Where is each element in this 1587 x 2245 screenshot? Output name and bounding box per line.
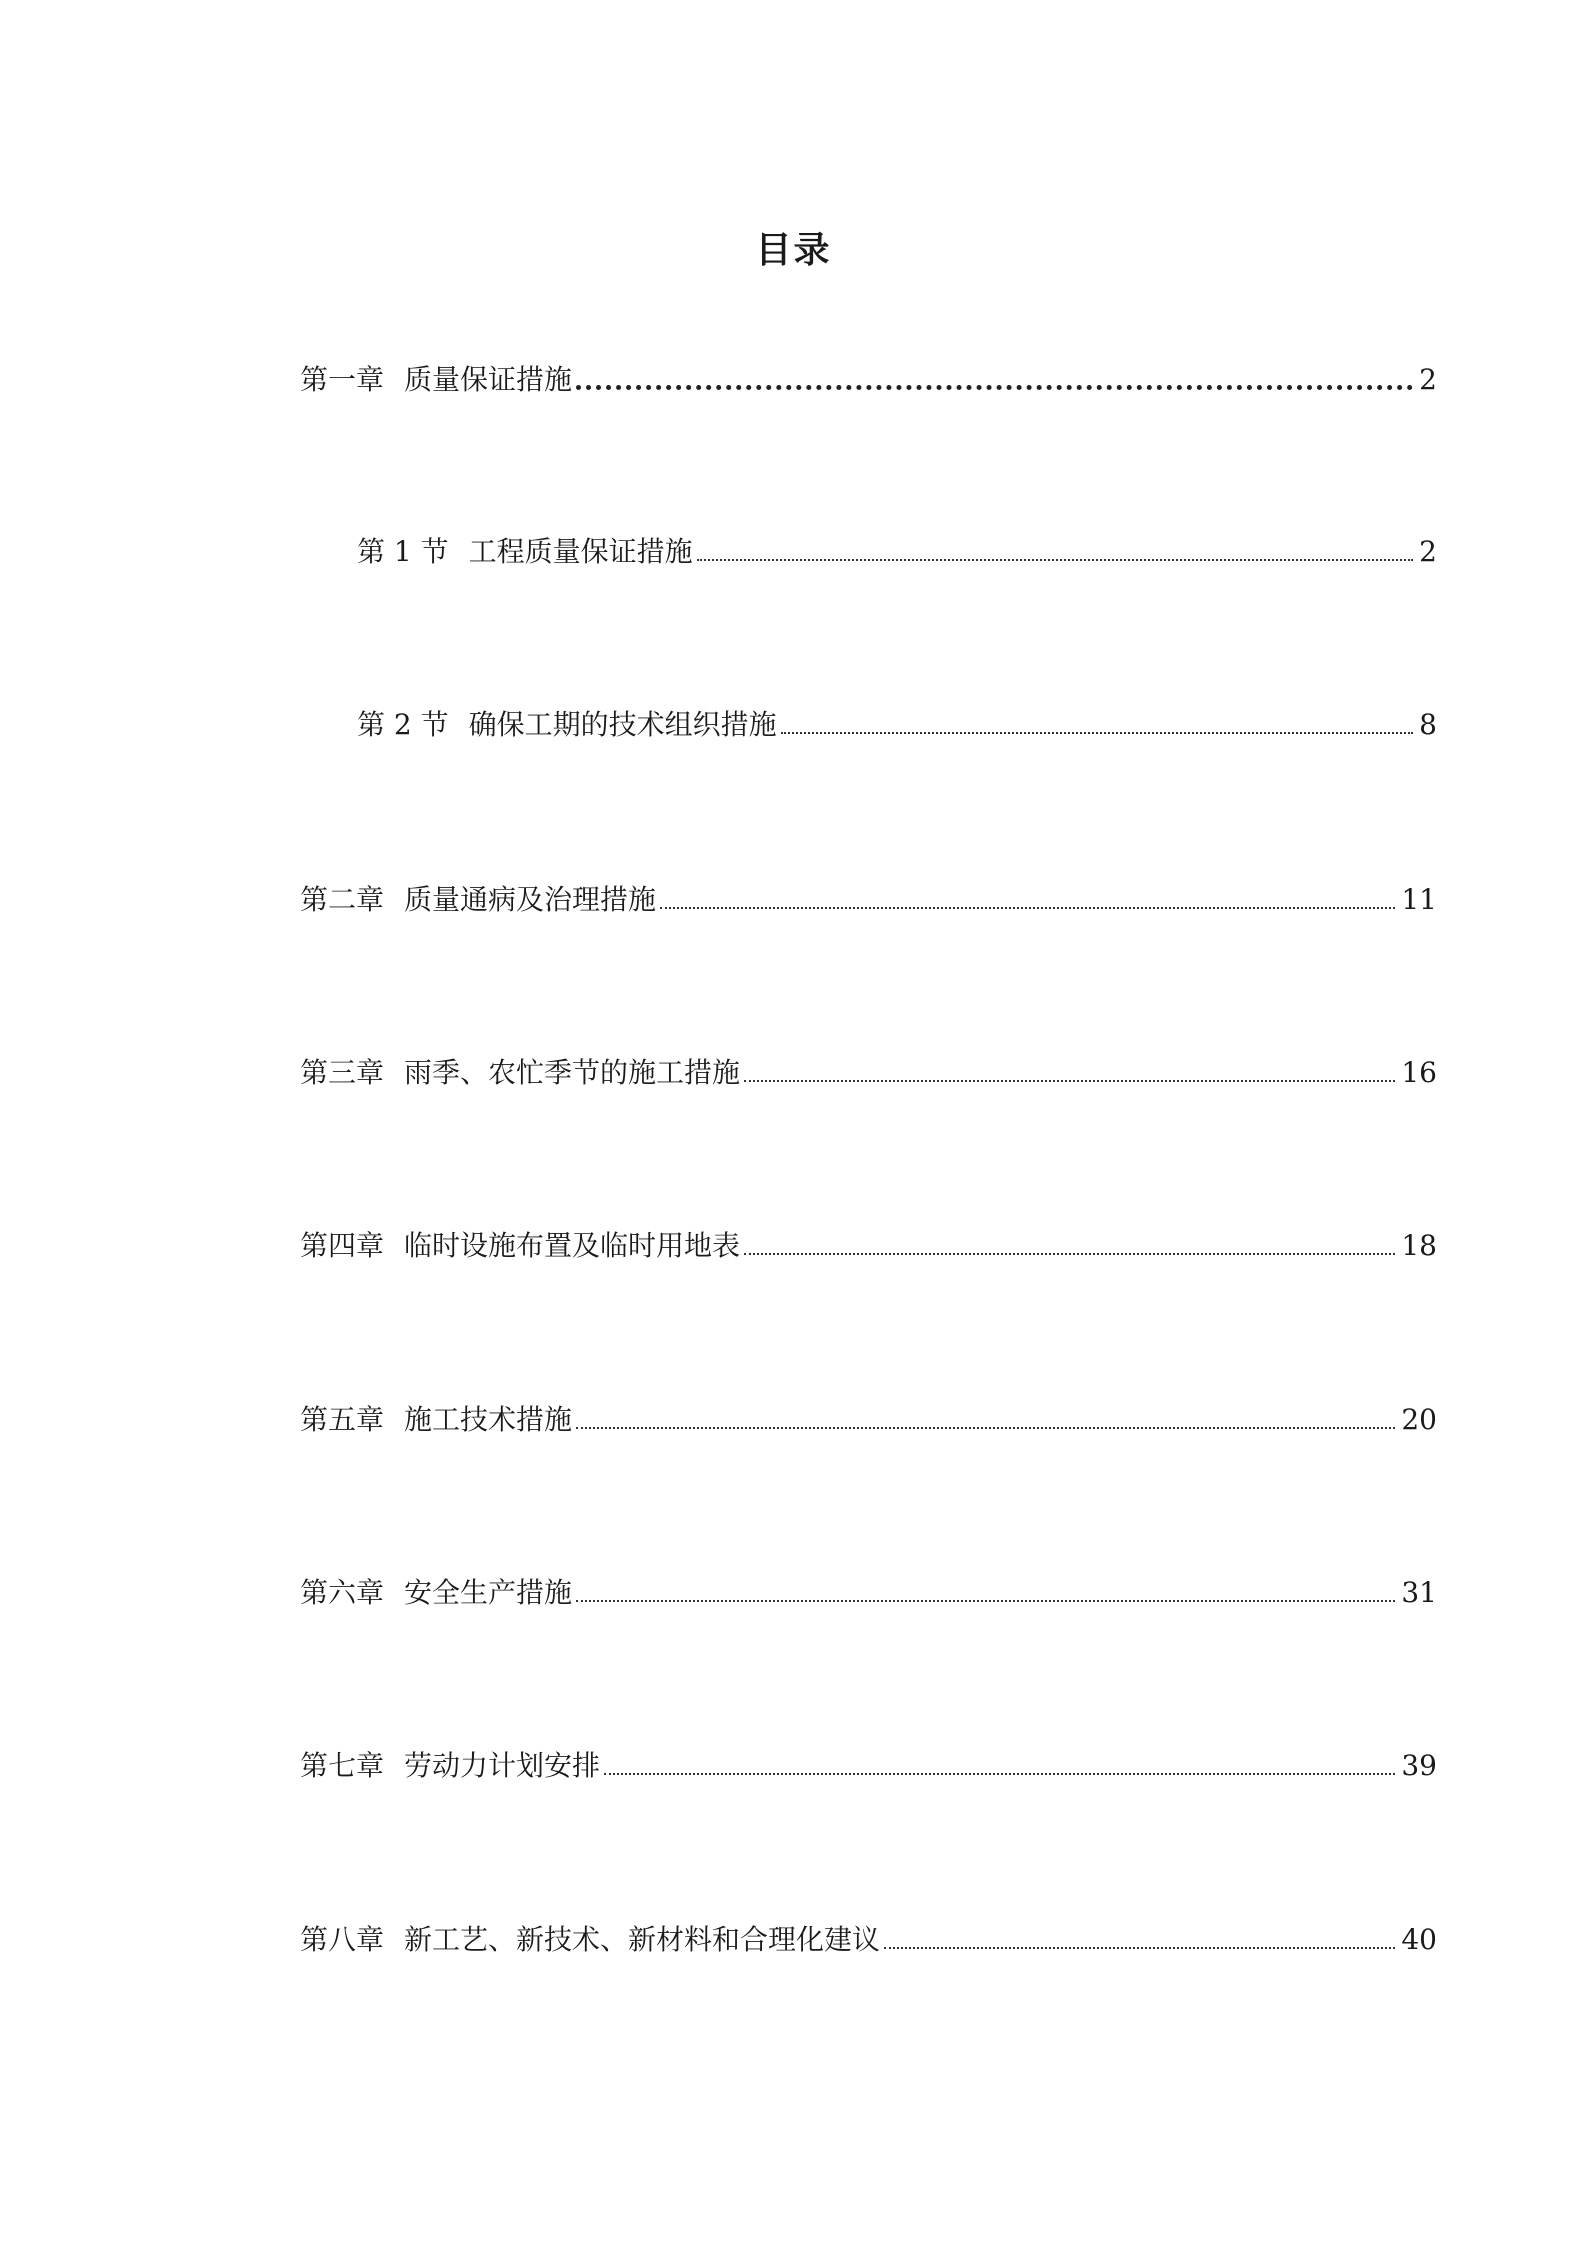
toc-entry-number: 第三章 [300,1056,385,1089]
toc-entry-title: 工程质量保证措施 [468,535,693,568]
toc-entry-chapter-5[interactable] [300,1398,1437,1438]
toc-entry-number: 第七章 [300,1749,385,1782]
toc-leader-dots [781,732,1414,734]
toc-entry-section-2[interactable] [357,703,1437,743]
toc-entry-chapter-6[interactable] [300,1571,1437,1611]
toc-entry-title: 劳动力计划安排 [404,1749,601,1782]
toc-entry-title: 确保工期的技术组织措施 [468,708,777,741]
toc-entry-page: 8 [1419,708,1437,741]
toc-entry-number: 第四章 [300,1229,385,1262]
toc-entry-page: 40 [1401,1923,1437,1956]
toc-entry-number: 第六章 [300,1576,385,1609]
toc-leader-dots [697,559,1414,561]
toc-entry-title: 安全生产措施 [404,1576,573,1609]
toc-entry-title: 质量通病及治理措施 [404,883,657,916]
toc-entry-number: 第 1 节 [357,535,449,568]
toc-entry-section-1[interactable] [357,530,1437,570]
toc-entry-number: 第五章 [300,1403,385,1436]
toc-entry-page: 31 [1401,1576,1437,1609]
toc-leader-dots [744,1253,1395,1255]
toc-entry-page: 16 [1401,1056,1437,1089]
toc-leader-dots [576,1427,1395,1429]
toc-entry-page: 20 [1401,1403,1437,1436]
toc-entry-chapter-8[interactable] [300,1918,1437,1958]
toc-entry-number: 第二章 [300,883,385,916]
toc-entry-page: 2 [1419,535,1437,568]
toc-leader-dots [744,1080,1395,1082]
toc-entry-page: 11 [1401,883,1437,916]
toc-entry-chapter-2[interactable] [300,878,1437,918]
toc-entry-title: 施工技术措施 [404,1403,573,1436]
toc-leader-dots [576,385,1413,390]
page-title: 目录 [755,229,832,271]
toc-leader-dots [576,1600,1395,1602]
toc-entry-chapter-3[interactable] [300,1051,1437,1091]
toc-entry-page: 2 [1419,363,1437,396]
toc-entry-title: 临时设施布置及临时用地表 [404,1229,741,1262]
toc-entry-page: 18 [1401,1229,1437,1262]
toc-entry-number: 第一章 [300,363,385,396]
toc-leader-dots [884,1947,1395,1949]
toc-entry-title: 质量保证措施 [404,363,573,396]
toc-entry-chapter-1[interactable] [300,358,1437,398]
toc-leader-dots [660,907,1395,909]
toc-entry-chapter-4[interactable] [300,1224,1437,1264]
toc-leader-dots [604,1773,1395,1775]
toc-entry-title: 雨季、农忙季节的施工措施 [404,1056,741,1089]
toc-entry-number: 第八章 [300,1923,385,1956]
toc-entry-number: 第 2 节 [357,708,449,741]
toc-entry-page: 39 [1401,1749,1437,1782]
toc-entry-title: 新工艺、新技术、新材料和合理化建议 [404,1923,881,1956]
toc-entry-chapter-7[interactable] [300,1744,1437,1784]
